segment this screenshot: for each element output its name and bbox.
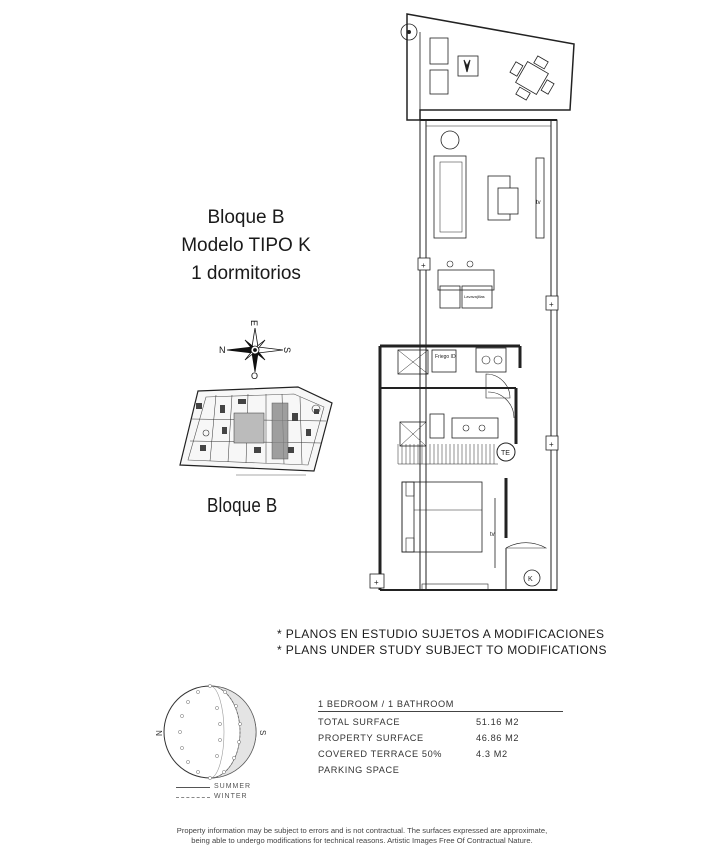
extractor-label: Lavavajillas	[464, 294, 485, 299]
surface-label: TOTAL SURFACE	[318, 717, 401, 727]
surface-value: 4.3 M2	[476, 749, 508, 759]
surface-row-parking	[318, 765, 568, 781]
sun-south-label: S	[258, 730, 267, 736]
te-label: TE	[501, 450, 510, 457]
compass-west-label: O	[251, 371, 259, 381]
disclaimer-line-2: being able to undergo modifications for technical reasons. Artistic Images Free Of Contractual Nature.	[191, 836, 533, 845]
compass-north-label: N	[219, 345, 226, 355]
note-english: * PLANS UNDER STUDY SUBJECT TO MODIFICATIONS	[277, 643, 607, 657]
block-locator-plan	[176, 383, 336, 483]
compass-south-label: S	[282, 347, 292, 354]
surface-label: PARKING SPACE	[318, 765, 400, 775]
surface-row-terrace	[318, 749, 568, 765]
block-title: Bloque B	[207, 207, 285, 228]
legend-winter: WINTER	[214, 793, 248, 800]
note-spanish: * PLANOS EN ESTUDIO SUJETOS A MODIFICACIONES	[277, 627, 605, 641]
svg-text:+: +	[421, 261, 426, 270]
legend-summer: SUMMER	[214, 783, 252, 790]
surface-table-header: 1 BEDROOM / 1 BATHROOM	[318, 699, 455, 709]
svg-text:+: +	[549, 440, 554, 449]
floor-plan	[360, 8, 580, 608]
surface-value: 51.16 M2	[476, 717, 520, 727]
legend-summer-line	[176, 787, 210, 788]
surface-value: 46.86 M2	[476, 733, 520, 743]
unit-letter: K	[528, 576, 533, 583]
legend-winter-line	[176, 797, 210, 798]
compass-rose	[205, 318, 305, 382]
fridge-label: Friego ID	[435, 354, 456, 360]
block-locator-caption: Bloque B	[207, 495, 278, 517]
compass-east-label: E	[249, 320, 259, 327]
bedrooms-title: 1 dormitorios	[191, 263, 301, 284]
sun-north-label: N	[155, 730, 164, 736]
surface-label: COVERED TERRACE 50%	[318, 749, 443, 759]
disclaimer-line-1: Property information may be subject to errors and is not contractual. The surfaces expressed are approximate,	[176, 826, 548, 835]
surface-row-total	[318, 717, 568, 733]
surface-label: PROPERTY SURFACE	[318, 733, 424, 743]
surface-table	[318, 717, 568, 781]
bedroom-tv-label: tv	[490, 532, 495, 538]
surface-row-property	[318, 733, 568, 749]
svg-text:+: +	[549, 300, 554, 309]
surface-table-rule	[318, 711, 563, 712]
sun-path-diagram	[150, 680, 270, 790]
model-title: Modelo TIPO K	[181, 235, 311, 256]
svg-text:+: +	[374, 578, 379, 587]
living-tv-label: tv	[536, 200, 541, 206]
